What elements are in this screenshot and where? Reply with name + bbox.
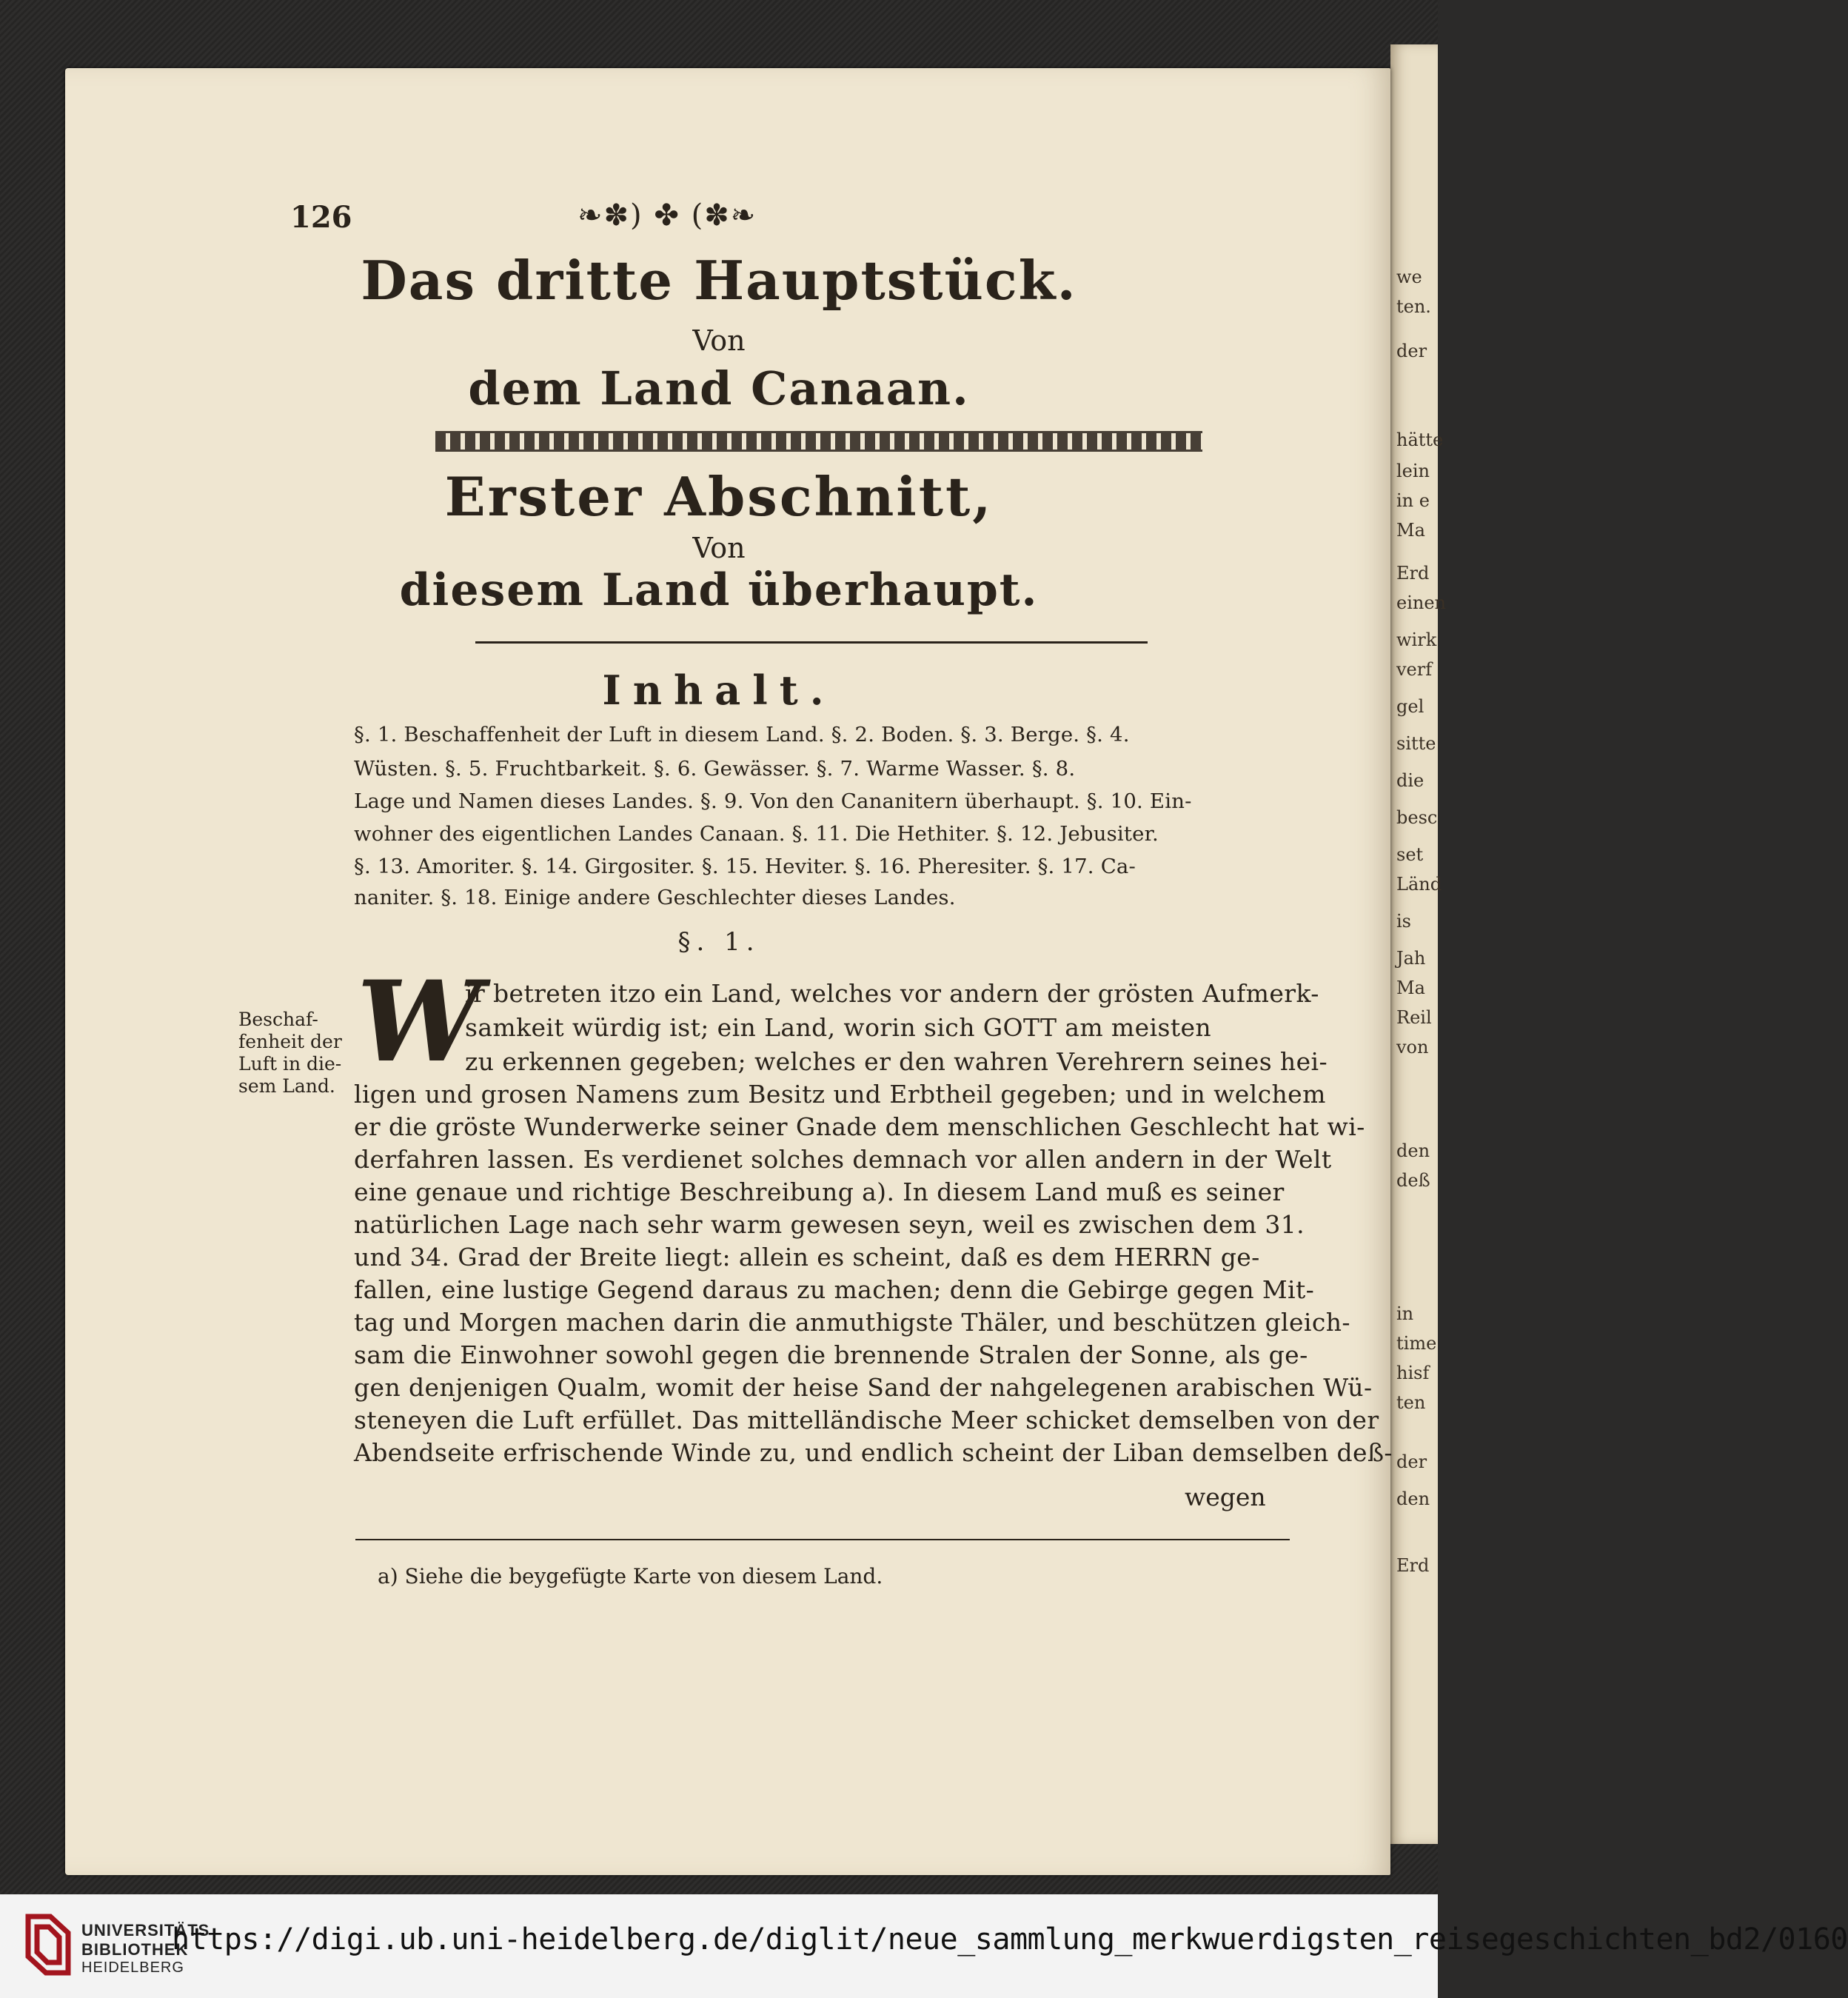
section-title: Erster Abschnitt, [444, 465, 994, 528]
catch-word: wegen [1185, 1483, 1266, 1511]
facing-page-fragment: lein [1396, 461, 1430, 481]
footnote-rule [355, 1539, 1290, 1540]
logo-text-line: HEIDELBERG [81, 1959, 184, 1976]
section-subtitle: diesem Land überhaupt. [399, 564, 1039, 616]
ornamental-rule [435, 431, 1202, 452]
facing-page-fragment: von [1396, 1037, 1429, 1058]
viewer-footer [0, 1894, 1848, 1998]
facing-page-fragment: verf [1396, 659, 1433, 680]
body-line: Abendseite erfrischende Winde zu, und endlich scheint der Liban demselben deß- [354, 1438, 1393, 1467]
body-line: ligen und grosen Namens zum Besitz und Erbtheil gegeben; und in welchem [354, 1080, 1326, 1109]
facing-page-fragment: sitte [1396, 733, 1436, 754]
body-line: fallen, eine lustige Gegend daraus zu machen; denn die Gebirge gegen Mit- [354, 1275, 1315, 1304]
facing-page-fragment: hätte [1396, 430, 1444, 450]
chapter-subject: dem Land Canaan. [468, 361, 970, 415]
facing-page-fragment: Jah [1396, 948, 1426, 969]
facing-page-fragment: in [1396, 1303, 1414, 1324]
section-von: Von [692, 532, 746, 564]
page-url[interactable]: https://digi.ub.uni-heidelberg.de/diglit/neue_sammlung_merkwuerdigsten_reisegeschichten_bd2/0160 [172, 1922, 1848, 1957]
facing-page-fragment: der [1396, 1451, 1427, 1472]
facing-page-fragment: den [1396, 1140, 1430, 1161]
facing-page-fragment: Erd [1396, 1555, 1430, 1576]
facing-page-fragment: Reil [1396, 1007, 1432, 1028]
body-line: und 34. Grad der Breite liegt: allein es scheint, daß es dem HERRN ge- [354, 1243, 1260, 1272]
decorated-initial: W [357, 957, 482, 1087]
facing-page-fragment: die [1396, 770, 1424, 791]
facing-page-fragment: besc [1396, 807, 1438, 828]
summary-line: Lage und Namen dieses Landes. §. 9. Von den Cananitern überhaupt. §. 10. Ein- [354, 789, 1192, 813]
summary-heading: Inhalt. [602, 666, 836, 714]
marginal-note-line: sem Land. [238, 1075, 335, 1097]
body-line: zu erkennen gegeben; welches er den wahren Verehrern seines hei- [465, 1047, 1328, 1076]
facing-page-fragment: Länd [1396, 874, 1442, 895]
body-line: sam die Einwohner sowohl gegen die brennende Stralen der Sonne, als ge- [354, 1340, 1308, 1369]
facing-page-fragment: den [1396, 1489, 1430, 1509]
facing-page-fragment: gel [1396, 696, 1424, 717]
facing-page-fragment: Ma [1396, 978, 1425, 998]
page-number: 126 [290, 200, 352, 235]
facing-page-fragment: in e [1396, 490, 1430, 511]
facing-page-fragment: time [1396, 1333, 1437, 1354]
facing-page-fragment: wirk [1396, 629, 1437, 650]
logo-text-line: UNIVERSITÄTS [81, 1921, 210, 1939]
body-line: tag und Morgen machen darin die anmuthigste Thäler, und beschützen gleich- [354, 1308, 1350, 1337]
facing-page-fragment: is [1396, 911, 1411, 932]
logo-text-line: BIBLIOTHEK [81, 1940, 189, 1959]
summary-line: naniter. §. 18. Einige andere Geschlechter dieses Landes. [354, 886, 956, 909]
summary-line: §. 13. Amoriter. §. 14. Girgositer. §. 15. Heviter. §. 16. Pheresiter. §. 17. Ca- [354, 855, 1136, 878]
chapter-title: Das dritte Hauptstück. [361, 249, 1077, 312]
footnote: a) Siehe die beygefügte Karte von diesem Land. [378, 1564, 883, 1588]
body-line: samkeit würdig ist; ein Land, worin sich GOTT am meisten [465, 1013, 1212, 1042]
facing-page-fragment: deß [1396, 1170, 1430, 1191]
facing-page-fragment: ten [1396, 1392, 1426, 1413]
summary-line: wohner des eigentlichen Landes Canaan. §. 11. Die Hethiter. §. 12. Jebusiter. [354, 822, 1159, 846]
body-line: eine genaue und richtige Beschreibung a). In diesem Land muß es seiner [354, 1177, 1285, 1206]
body-line: derfahren lassen. Es verdienet solches demnach vor allen andern in der Welt [354, 1145, 1332, 1174]
facing-page-fragment: we [1396, 267, 1422, 287]
facing-page-fragment: einen [1396, 592, 1446, 613]
body-line: natürlichen Lage nach sehr warm gewesen seyn, weil es zwischen dem 31. [354, 1210, 1305, 1239]
marginal-note-line: Luft in die- [238, 1053, 342, 1075]
facing-page-fragment: Erd [1396, 563, 1430, 584]
summary-line: Wüsten. §. 5. Fruchtbarkeit. §. 6. Gewässer. §. 7. Warme Wasser. §. 8. [354, 757, 1076, 781]
facing-page-fragment: Ma [1396, 520, 1425, 541]
facing-page-fragment: ten. [1396, 296, 1431, 317]
body-line: ir betreten itzo ein Land, welches vor andern der grösten Aufmerk- [465, 979, 1319, 1008]
body-line: er die gröste Wunderwerke seiner Gnade dem menschlichen Geschlecht hat wi- [354, 1112, 1365, 1141]
facing-page-fragment: der [1396, 341, 1427, 361]
section-number: §. 1. [677, 927, 760, 957]
summary-line: §. 1. Beschaffenheit der Luft in diesem Land. §. 2. Boden. §. 3. Berge. §. 4. [354, 723, 1130, 746]
divider-rule [475, 641, 1148, 644]
header-ornament: ❧✽) ✤ (✽❧ [578, 198, 757, 233]
facing-page-fragment: set [1396, 844, 1424, 865]
marginal-note-line: Beschaf- [238, 1009, 318, 1030]
facing-page-fragment: hisf [1396, 1363, 1430, 1383]
body-line: gen denjenigen Qualm, womit der heise Sand der nahgelegenen arabischen Wü- [354, 1373, 1373, 1402]
library-logo-icon [21, 1911, 76, 1979]
chapter-von: Von [692, 324, 746, 357]
body-line: steneyen die Luft erfüllet. Das mittelländische Meer schicket demselben von der [354, 1406, 1379, 1434]
marginal-note-line: fenheit der [238, 1031, 342, 1052]
